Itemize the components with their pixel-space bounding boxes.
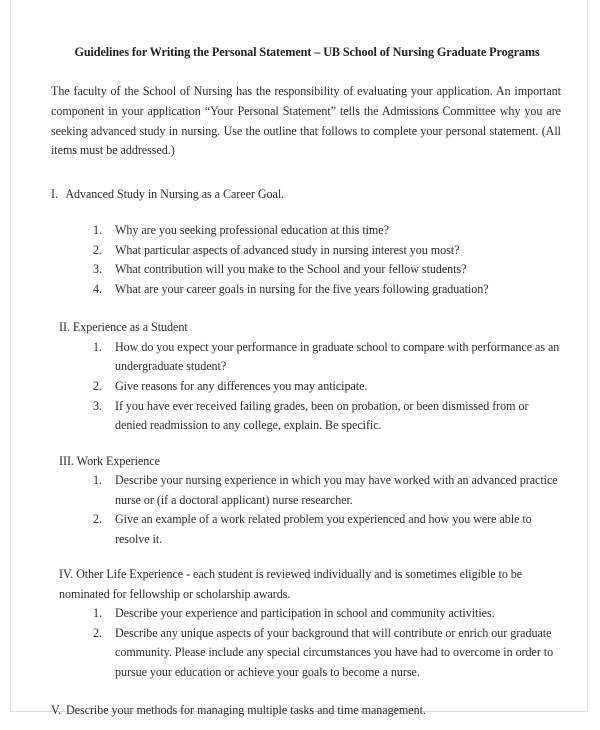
item-number: 1.: [93, 223, 102, 238]
section-ii-heading: [59, 318, 563, 337]
item-number: 1.: [93, 339, 102, 354]
section-spacer: [51, 549, 563, 565]
item-text: How do you expect your performance in graduate school to compare with performance as an undergraduate student?: [115, 339, 560, 374]
section-spacer: [51, 436, 563, 452]
section-iv-heading: [59, 565, 563, 604]
section-v-title: Describe your methods for managing multiple tasks and time management.: [65, 703, 426, 718]
item-text: What are your career goals in nursing for the five years following graduation?: [115, 281, 489, 296]
item-number: 1.: [93, 473, 102, 488]
list-item: [93, 471, 563, 510]
section-i: [51, 185, 563, 300]
list-item: [93, 510, 563, 549]
item-text: Give an example of a work related problem you experienced and how you were able to resolve it.: [115, 512, 532, 546]
section-spacer: [51, 299, 563, 318]
list-item: [93, 377, 563, 397]
page-title: Guidelines for Writing the Personal Statement – UB School of Nursing Graduate Programs: [74, 45, 540, 59]
section-iii-numeral: III.: [59, 453, 74, 468]
item-number: 2.: [93, 242, 102, 257]
section-i-list: [51, 221, 563, 299]
list-item: [93, 241, 563, 261]
section-iv-list: [51, 604, 563, 682]
section-iv-title: Other Life Experience - each student is reviewed individually and is sometimes eligible to be nominated for fellowship or scholarship awards.: [59, 567, 523, 601]
section-ii-list: [51, 338, 563, 436]
section-i-title: Advanced Study in Nursing as a Career Goal.: [65, 186, 285, 201]
document-page: [10, 0, 588, 718]
section-ii: [51, 318, 563, 435]
item-number: 4.: [93, 281, 102, 296]
section-i-heading: I. Advanced Study in Nursing as a Career Goal.: [51, 186, 285, 201]
list-item: [93, 604, 563, 624]
item-text: What contribution will you make to the School and your fellow students?: [115, 262, 467, 277]
section-iii-list: [51, 471, 563, 549]
section-iv-numeral: IV.: [59, 567, 74, 582]
section-iii-heading: [59, 452, 563, 471]
item-text: Describe your experience and participation in school and community activities.: [115, 606, 495, 621]
item-number: 2.: [93, 378, 102, 393]
list-item: [93, 624, 563, 683]
item-text: Describe your nursing experience in which you may have worked with an advanced practice nurse or (if a doctoral applicant) nurse researcher.: [115, 473, 558, 507]
item-text: Describe any unique aspects of your background that will contribute or enrich our graduate community. Please include any special circumstances you have had to overcome in order to pursue your education or achieve your goals to become a nurse.: [115, 625, 554, 679]
list-item: [93, 260, 563, 280]
section-ii-numeral: II.: [59, 320, 70, 335]
section-iii: [51, 452, 563, 550]
intro-paragraph: The faculty of the School of Nursing has the responsibility of evaluating your application. An important component in your application “Your Personal Statement” tells the Admissions Committee why you are seeking advanced study in nursing. Use the outline that follows to complete your personal statement. (All items must be addressed.): [51, 84, 561, 158]
section-v: [51, 701, 563, 720]
list-item: [93, 397, 563, 436]
list-item: [93, 338, 563, 377]
section-ii-title: Experience as a Student: [72, 320, 188, 335]
document-body: [51, 44, 563, 721]
section-iv: [51, 565, 563, 682]
section-v-heading: V. Describe your methods for managing multiple tasks and time management.: [51, 703, 426, 718]
list-item: [93, 221, 563, 241]
list-item: [93, 280, 563, 300]
item-number: 3.: [93, 262, 102, 277]
item-number: 3.: [93, 398, 102, 413]
section-spacer: [51, 682, 563, 701]
item-number: 2.: [93, 512, 102, 527]
item-text: Give reasons for any differences you may anticipate.: [115, 378, 368, 393]
item-number: 1.: [93, 606, 102, 621]
item-text: Why are you seeking professional education at this time?: [115, 223, 389, 238]
item-number: 2.: [93, 625, 102, 640]
item-text: If you have ever received failing grades, been on probation, or been dismissed from or denied readmission to any college, explain. Be specific.: [115, 398, 529, 433]
section-iii-title: Work Experience: [76, 453, 160, 468]
item-text: What particular aspects of advanced study in nursing interest you most?: [115, 242, 460, 257]
